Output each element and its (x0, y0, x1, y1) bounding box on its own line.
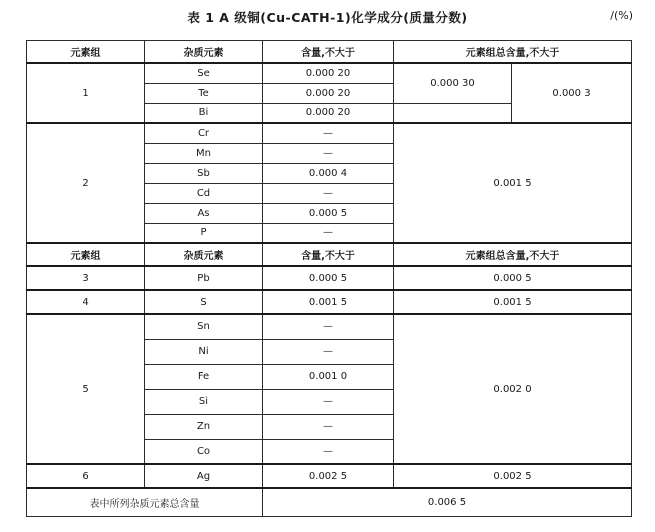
group-total-cell: 0.001 5 (394, 123, 632, 243)
header-impurity: 杂质元素 (145, 41, 263, 64)
content-cell: — (263, 223, 394, 243)
element-cell: S (145, 290, 263, 314)
content-cell: 0.001 5 (263, 290, 394, 314)
header-group: 元素组 (27, 41, 145, 64)
footer-value: 0.006 5 (263, 488, 632, 516)
table-row (27, 464, 632, 488)
header-group-total: 元素组总含量,不大于 (394, 243, 632, 266)
header-group-total: 元素组总含量,不大于 (394, 41, 632, 64)
content-cell: 0.000 20 (263, 63, 394, 83)
element-cell: Co (145, 439, 263, 464)
content-cell: — (263, 143, 394, 163)
footer-label: 表中所列杂质元素总含量 (27, 488, 263, 516)
group-total-cell: 0.002 0 (394, 314, 632, 464)
element-cell: Ag (145, 464, 263, 488)
element-cell: Cr (145, 123, 263, 143)
element-cell: Se (145, 63, 263, 83)
content-cell: — (263, 389, 394, 414)
content-cell: 0.000 20 (263, 103, 394, 123)
element-cell: Te (145, 83, 263, 103)
group-total-cell: 0.000 5 (394, 266, 632, 290)
content-cell: 0.002 5 (263, 464, 394, 488)
content-cell: — (263, 123, 394, 143)
element-cell: Fe (145, 364, 263, 389)
group-total-cell: 0.000 3 (512, 63, 632, 123)
composition-table (26, 40, 632, 517)
table-title: 表 1 A 级铜(Cu-CATH-1)化学成分(质量分数) (187, 10, 468, 25)
element-cell: Ni (145, 339, 263, 364)
table-row (27, 63, 632, 83)
header-content: 含量,不大于 (263, 41, 394, 64)
content-cell: 0.000 5 (263, 203, 394, 223)
group-label: 3 (27, 266, 145, 290)
element-cell: P (145, 223, 263, 243)
group-label: 2 (27, 123, 145, 243)
content-cell: 0.001 0 (263, 364, 394, 389)
group-label: 4 (27, 290, 145, 314)
group-total-cell: 0.002 5 (394, 464, 632, 488)
content-cell: — (263, 414, 394, 439)
element-cell: Bi (145, 103, 263, 123)
element-cell: Pb (145, 266, 263, 290)
element-cell: Cd (145, 183, 263, 203)
content-cell: 0.000 4 (263, 163, 394, 183)
table-row (27, 123, 632, 143)
element-cell: As (145, 203, 263, 223)
content-cell: 0.000 5 (263, 266, 394, 290)
element-cell: Si (145, 389, 263, 414)
content-cell: — (263, 439, 394, 464)
content-cell: — (263, 183, 394, 203)
element-cell: Sn (145, 314, 263, 339)
element-cell: Mn (145, 143, 263, 163)
empty-cell (394, 103, 512, 123)
header-group: 元素组 (27, 243, 145, 266)
content-cell: — (263, 339, 394, 364)
element-cell: Sb (145, 163, 263, 183)
group-label: 6 (27, 464, 145, 488)
header-impurity: 杂质元素 (145, 243, 263, 266)
unit-label: /(%) (610, 9, 633, 22)
content-cell: 0.000 20 (263, 83, 394, 103)
table-row (27, 290, 632, 314)
group-label: 5 (27, 314, 145, 464)
group-label: 1 (27, 63, 145, 123)
header-row (27, 41, 632, 64)
table-row (27, 266, 632, 290)
content-cell: — (263, 314, 394, 339)
footer-row (27, 488, 632, 516)
header-row (27, 243, 632, 266)
subgroup-total-cell: 0.000 30 (394, 63, 512, 103)
element-cell: Zn (145, 414, 263, 439)
table-row (27, 314, 632, 339)
group-total-cell: 0.001 5 (394, 290, 632, 314)
header-content: 含量,不大于 (263, 243, 394, 266)
